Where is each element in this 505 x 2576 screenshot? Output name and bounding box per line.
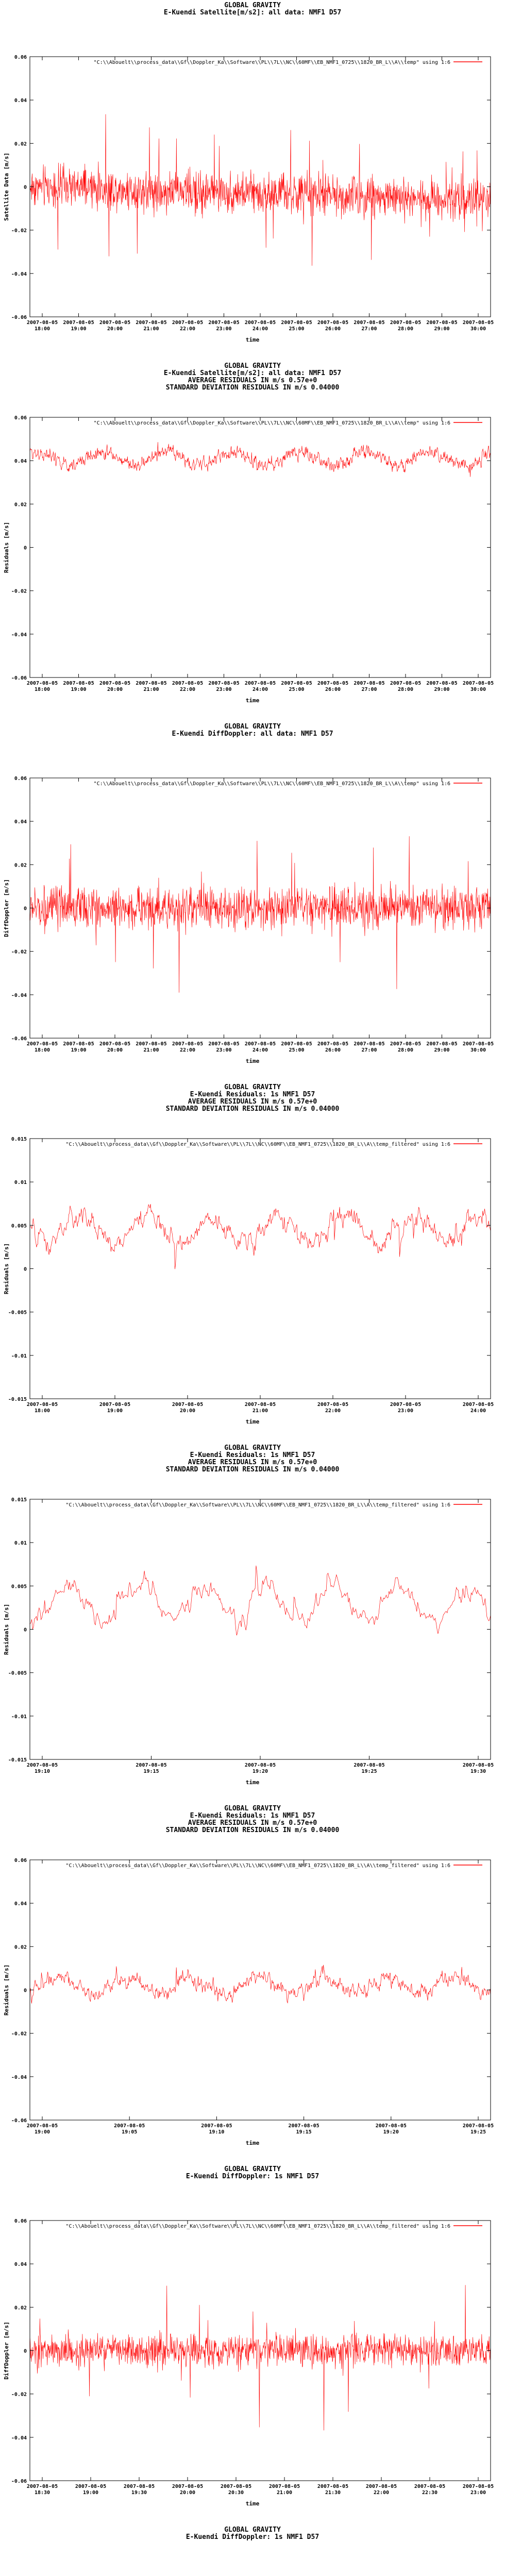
y-tick-label: 0.06 [14, 1858, 27, 1863]
y-axis-label: Residuals [m/s] [3, 1964, 10, 2016]
x-tick-label-date: 2007-08-05 [114, 2123, 145, 2129]
y-tick-label: 0.04 [14, 2262, 27, 2268]
x-tick-label-date: 2007-08-05 [136, 1041, 167, 1047]
x-tick-label-time: 19:30 [470, 1769, 486, 1774]
x-tick-label-date: 2007-08-05 [317, 1402, 349, 1408]
series-line [30, 836, 491, 993]
x-tick-label-time: 24:00 [252, 1047, 268, 1053]
x-tick-label-date: 2007-08-05 [172, 681, 204, 686]
x-tick-label-time: 24:00 [470, 1408, 486, 1414]
x-tick-label-time: 19:15 [296, 2129, 312, 2135]
x-tick-label-time: 18:00 [34, 1047, 50, 1053]
x-tick-label-date: 2007-08-05 [63, 681, 94, 686]
x-tick-label-date: 2007-08-05 [354, 320, 385, 326]
x-tick-label-time: 18:00 [34, 1408, 50, 1414]
chart-panel-8 [3, 2526, 494, 2576]
y-tick-label: 0 [23, 545, 27, 551]
x-tick-label-date: 2007-08-05 [462, 2484, 494, 2489]
y-tick-label: 0.06 [14, 776, 27, 782]
x-tick-label-date: 2007-08-05 [244, 681, 276, 686]
chart-title-line: STANDARD DEVIATION RESIDUALS IN m/s 0.04000 [165, 1466, 340, 1473]
x-tick-label-time: 22:00 [179, 1047, 196, 1053]
x-tick-label-time: 22:00 [179, 326, 196, 332]
y-tick-label: 0.01 [14, 1540, 27, 1547]
x-tick-label-time: 20:00 [179, 1408, 196, 1414]
x-tick-label-date: 2007-08-05 [208, 320, 240, 326]
x-tick-label-time: 24:00 [252, 326, 268, 332]
x-tick-label-date: 2007-08-05 [244, 1041, 276, 1047]
x-tick-label-time: 28:00 [397, 1047, 414, 1053]
x-tick-label-time: 21:30 [325, 2490, 341, 2496]
x-tick-label-time: 30:00 [470, 687, 486, 692]
x-tick-label-time: 19:00 [82, 2490, 99, 2496]
y-tick-label: 0.06 [14, 415, 27, 421]
y-tick-label: 0.04 [14, 459, 27, 465]
x-tick-label-date: 2007-08-05 [75, 2484, 107, 2489]
plot-frame [30, 1860, 491, 2120]
y-tick-label: 0 [23, 906, 27, 912]
y-tick-label: 0.015 [11, 1137, 27, 1142]
y-tick-label: -0.02 [11, 228, 27, 234]
chart-title-line: STANDARD DEVIATION RESIDUALS IN m/s 0.04000 [165, 384, 340, 392]
x-tick-label-date: 2007-08-05 [281, 1041, 312, 1047]
y-tick-label: 0.02 [14, 502, 27, 508]
x-tick-label-date: 2007-08-05 [390, 1041, 422, 1047]
x-tick-label-date: 2007-08-05 [462, 1762, 494, 1768]
chart-title-line: E-Kuendi Residuals: 1s NMF1 D57 [190, 1091, 315, 1098]
x-tick-label-date: 2007-08-05 [281, 681, 312, 686]
x-tick-label-date: 2007-08-05 [244, 1762, 276, 1768]
y-tick-label: 0 [23, 184, 27, 191]
chart-title-line: GLOBAL GRAVITY [224, 1444, 281, 1452]
x-tick-label-date: 2007-08-05 [172, 2484, 204, 2489]
x-tick-label-date: 2007-08-05 [354, 1762, 385, 1768]
x-tick-label-time: 26:00 [325, 1047, 341, 1053]
x-tick-label-date: 2007-08-05 [220, 2484, 252, 2489]
chart-title-line: E-Kuendi DiffDoppler: all data: NMF1 D57 [172, 730, 333, 738]
y-tick-label: -0.015 [8, 1397, 27, 1402]
y-tick-label: -0.06 [11, 2479, 27, 2484]
chart-panel-6 [3, 1805, 494, 2146]
x-tick-label-time: 19:05 [122, 2129, 138, 2135]
x-tick-label-time: 21:00 [143, 1047, 159, 1053]
x-tick-label-time: 21:00 [276, 2490, 293, 2496]
y-tick-label: -0.06 [11, 675, 27, 681]
y-tick-label: -0.005 [8, 1310, 27, 1316]
plot-frame [30, 1139, 491, 1399]
x-tick-label-time: 19:00 [34, 2129, 50, 2135]
x-tick-label-time: 19:00 [71, 1047, 87, 1053]
x-tick-label-date: 2007-08-05 [426, 320, 458, 326]
y-tick-label: -0.06 [11, 315, 27, 320]
y-tick-label: 0.01 [14, 1180, 27, 1186]
y-tick-label: -0.02 [11, 2392, 27, 2398]
y-tick-label: -0.04 [11, 632, 27, 638]
y-tick-label: -0.01 [11, 1714, 27, 1720]
y-tick-label: 0.06 [14, 55, 27, 60]
x-tick-label-date: 2007-08-05 [26, 681, 58, 686]
x-tick-label-date: 2007-08-05 [26, 2123, 58, 2129]
x-tick-label-date: 2007-08-05 [136, 1762, 167, 1768]
x-tick-label-time: 24:00 [252, 687, 268, 692]
x-tick-label-time: 26:00 [325, 687, 341, 692]
y-tick-label: 0 [23, 1266, 27, 1273]
x-tick-label-date: 2007-08-05 [281, 320, 312, 326]
legend-label: "C:\\Abouelt\\process_data\\Gf\\Doppler_Ka\\Software\\PL\\7L\\NC\\60MF\\EB_NMF1_0725\\1820_BR_L\\A\\temp_filtered" using 1:6 [65, 2224, 450, 2229]
x-tick-label-date: 2007-08-05 [354, 1041, 385, 1047]
y-tick-label: 0.04 [14, 819, 27, 825]
x-tick-label-time: 29:00 [434, 1047, 450, 1053]
y-axis-label: Residuals [m/s] [3, 1603, 10, 1655]
x-tick-label-date: 2007-08-05 [288, 2123, 319, 2129]
chart-title-line: GLOBAL GRAVITY [224, 2526, 281, 2534]
y-tick-label: -0.02 [11, 949, 27, 955]
x-tick-label-time: 21:00 [143, 687, 159, 692]
x-tick-label-time: 19:00 [71, 687, 87, 692]
x-tick-label-time: 19:10 [209, 2129, 225, 2135]
x-tick-label-date: 2007-08-05 [390, 681, 422, 686]
x-tick-label-date: 2007-08-05 [462, 681, 494, 686]
x-tick-label-date: 2007-08-05 [172, 320, 204, 326]
x-axis-label: time [245, 1058, 260, 1064]
x-tick-label-date: 2007-08-05 [462, 2123, 494, 2129]
y-axis-label: DiffDoppler [m/s] [3, 879, 10, 937]
y-tick-label: 0.02 [14, 141, 27, 147]
x-tick-label-date: 2007-08-05 [317, 1041, 349, 1047]
chart-title-line: E-Kuendi DiffDoppler: 1s NMF1 D57 [186, 2533, 319, 2541]
x-tick-label-time: 22:30 [422, 2490, 438, 2496]
x-tick-label-time: 23:00 [397, 1408, 414, 1414]
chart-panel-7 [3, 2165, 494, 2507]
y-tick-label: 0.04 [14, 98, 27, 104]
x-tick-label-date: 2007-08-05 [414, 2484, 446, 2489]
y-tick-label: -0.005 [8, 1670, 27, 1676]
x-tick-label-date: 2007-08-05 [99, 1041, 131, 1047]
x-tick-label-time: 30:00 [470, 326, 486, 332]
x-tick-label-date: 2007-08-05 [99, 681, 131, 686]
y-tick-label: 0.02 [14, 2305, 27, 2311]
chart-panel-5 [3, 1444, 494, 1786]
y-tick-label: 0.005 [11, 1223, 27, 1229]
x-tick-label-date: 2007-08-05 [136, 320, 167, 326]
y-tick-label: 0 [23, 2348, 27, 2354]
x-tick-label-date: 2007-08-05 [172, 1402, 204, 1408]
x-axis-label: time [245, 336, 260, 343]
chart-title-line: AVERAGE RESIDUALS IN m/s 0.57e+0 [188, 1459, 317, 1466]
x-tick-label-time: 27:00 [361, 326, 377, 332]
x-axis-label: time [245, 1779, 260, 1786]
series-line [30, 1566, 491, 1635]
legend-label: "C:\\Abouelt\\process_data\\Gf\\Doppler_Ka\\Software\\PL\\7L\\NC\\60MF\\EB_NMF1_0725\\1820_BR_L\\A\\temp_filtered" using 1:6 [65, 1142, 450, 1147]
x-tick-label-date: 2007-08-05 [390, 1402, 422, 1408]
y-tick-label: 0 [23, 1988, 27, 1994]
x-tick-label-date: 2007-08-05 [136, 681, 167, 686]
x-tick-label-time: 23:00 [216, 1047, 232, 1053]
x-tick-label-time: 29:00 [434, 687, 450, 692]
x-tick-label-date: 2007-08-05 [390, 320, 422, 326]
series-line [30, 1965, 491, 2004]
legend-label: "C:\\Abouelt\\process_data\\Gf\\Doppler_Ka\\Software\\PL\\7L\\NC\\60MF\\EB_NMF1_0725\\1820_BR_L\\A\\temp_filtered" using 1:6 [65, 1502, 450, 1508]
x-tick-label-date: 2007-08-05 [99, 320, 131, 326]
chart-panel-3 [3, 723, 494, 1064]
x-tick-label-time: 20:00 [107, 1047, 123, 1053]
x-tick-label-time: 28:00 [397, 326, 414, 332]
series-line [30, 114, 491, 266]
x-tick-label-date: 2007-08-05 [317, 320, 349, 326]
y-axis-label: Residuals [m/s] [3, 521, 10, 573]
series-line [30, 2285, 491, 2430]
x-tick-label-time: 25:00 [289, 687, 305, 692]
x-tick-label-time: 19:15 [143, 1769, 159, 1774]
legend-label: "C:\\Abouelt\\process_data\\Gf\\Doppler_Ka\\Software\\PL\\7L\\NC\\60MF\\EB_NMF1_0725\\1820_BR_L\\A\\temp_filtered" using 1:6 [65, 1863, 450, 1869]
x-tick-label-time: 18:00 [34, 687, 50, 692]
x-tick-label-date: 2007-08-05 [208, 681, 240, 686]
y-tick-label: -0.06 [11, 2118, 27, 2124]
legend-label: "C:\\Abouelt\\process_data\\Gf\\Doppler_Ka\\Software\\PL\\7L\\NC\\60MF\\EB_NMF1_0725\\1820_BR_L\\A\\temp" using 1:6 [93, 60, 450, 65]
chart-title-line: E-Kuendi Residuals: 1s NMF1 D57 [190, 1451, 315, 1459]
legend-label: "C:\\Abouelt\\process_data\\Gf\\Doppler_Ka\\Software\\PL\\7L\\NC\\60MF\\EB_NMF1_0725\\1820_BR_L\\A\\temp" using 1:6 [93, 420, 450, 426]
x-tick-label-time: 20:00 [107, 326, 123, 332]
x-tick-label-time: 23:00 [470, 2490, 486, 2496]
x-tick-label-time: 20:00 [107, 687, 123, 692]
y-tick-label: 0.015 [11, 1497, 27, 1503]
y-tick-label: -0.02 [11, 588, 27, 595]
y-tick-label: 0 [23, 1627, 27, 1633]
x-tick-label-date: 2007-08-05 [365, 2484, 397, 2489]
x-tick-label-time: 23:00 [216, 326, 232, 332]
x-tick-label-time: 25:00 [289, 326, 305, 332]
legend-label: "C:\\Abouelt\\process_data\\Gf\\Doppler_Ka\\Software\\PL\\7L\\NC\\60MF\\EB_NMF1_0725\\1820_BR_L\\A\\temp" using 1:6 [93, 781, 450, 787]
series-line [30, 1204, 491, 1269]
x-tick-label-date: 2007-08-05 [26, 1041, 58, 1047]
x-tick-label-date: 2007-08-05 [123, 2484, 155, 2489]
chart-title-line: STANDARD DEVIATION RESIDUALS IN m/s 0.04000 [165, 1105, 340, 1113]
x-tick-label-date: 2007-08-05 [426, 1041, 458, 1047]
chart-title-line: AVERAGE RESIDUALS IN m/s 0.57e+0 [188, 1098, 317, 1106]
chart-title-line: E-Kuendi Satellite[m/s2]: all data: NMF1 D57 [163, 9, 342, 16]
x-tick-label-date: 2007-08-05 [462, 1402, 494, 1408]
x-tick-label-date: 2007-08-05 [26, 1762, 58, 1768]
x-tick-label-date: 2007-08-05 [63, 1041, 94, 1047]
x-tick-label-date: 2007-08-05 [354, 681, 385, 686]
plot-frame [30, 1499, 491, 1759]
y-tick-label: -0.04 [11, 2435, 27, 2441]
series-line [30, 442, 491, 477]
x-tick-label-time: 19:25 [361, 1769, 377, 1774]
x-tick-label-time: 22:00 [325, 1408, 341, 1414]
y-tick-label: 0.06 [14, 2218, 27, 2224]
y-tick-label: -0.015 [8, 1757, 27, 1763]
x-tick-label-time: 27:00 [361, 1047, 377, 1053]
x-tick-label-date: 2007-08-05 [26, 2484, 58, 2489]
x-axis-label: time [245, 1418, 260, 1425]
x-axis-label: time [245, 2140, 260, 2146]
x-axis-label: time [245, 2500, 260, 2507]
y-tick-label: -0.04 [11, 271, 27, 277]
y-tick-label: -0.04 [11, 992, 27, 998]
y-tick-label: -0.02 [11, 2031, 27, 2037]
x-tick-label-time: 27:00 [361, 687, 377, 692]
y-tick-label: 0.005 [11, 1584, 27, 1590]
x-tick-label-date: 2007-08-05 [317, 681, 349, 686]
x-tick-label-time: 30:00 [470, 1047, 486, 1053]
chart-panel-2 [3, 362, 494, 704]
y-axis-label: Satellite Data [m/s] [3, 152, 10, 221]
y-axis-label: Residuals [m/s] [3, 1243, 10, 1295]
x-tick-label-date: 2007-08-05 [317, 2484, 349, 2489]
x-tick-label-time: 29:00 [434, 326, 450, 332]
x-tick-label-date: 2007-08-05 [426, 681, 458, 686]
x-tick-label-time: 22:00 [373, 2490, 390, 2496]
x-tick-label-date: 2007-08-05 [26, 320, 58, 326]
x-tick-label-time: 26:00 [325, 326, 341, 332]
x-tick-label-date: 2007-08-05 [268, 2484, 300, 2489]
x-tick-label-date: 2007-08-05 [201, 2123, 232, 2129]
x-tick-label-date: 2007-08-05 [375, 2123, 407, 2129]
chart-panel-1 [3, 2, 494, 343]
x-tick-label-time: 19:20 [252, 1769, 268, 1774]
x-tick-label-time: 22:00 [179, 687, 196, 692]
y-tick-label: -0.04 [11, 2074, 27, 2080]
chart-title-line: GLOBAL GRAVITY [224, 1083, 281, 1091]
x-tick-label-time: 28:00 [397, 687, 414, 692]
x-tick-label-time: 23:00 [216, 687, 232, 692]
x-tick-label-time: 19:25 [470, 2129, 486, 2135]
x-tick-label-date: 2007-08-05 [462, 320, 494, 326]
x-tick-label-date: 2007-08-05 [26, 1402, 58, 1408]
chart-title-line: GLOBAL GRAVITY [224, 362, 281, 370]
chart-title-line: E-Kuendi DiffDoppler: 1s NMF1 D57 [186, 2173, 319, 2180]
chart-panel-4 [3, 1083, 494, 1425]
chart-title-line: GLOBAL GRAVITY [224, 2, 281, 9]
x-tick-label-date: 2007-08-05 [462, 1041, 494, 1047]
chart-title-line: GLOBAL GRAVITY [224, 2165, 281, 2173]
x-tick-label-time: 19:20 [383, 2129, 399, 2135]
chart-title-line: STANDARD DEVIATION RESIDUALS IN m/s 0.04000 [165, 1826, 340, 1834]
plot-frame [30, 417, 491, 677]
x-axis-label: time [245, 697, 260, 704]
x-tick-label-time: 19:10 [34, 1769, 50, 1774]
y-axis-label: DiffDoppler [m/s] [3, 2321, 10, 2380]
x-tick-label-date: 2007-08-05 [208, 1041, 240, 1047]
y-tick-label: 0.02 [14, 1944, 27, 1951]
x-tick-label-date: 2007-08-05 [244, 320, 276, 326]
x-tick-label-time: 20:00 [179, 2490, 196, 2496]
x-tick-label-date: 2007-08-05 [172, 1041, 204, 1047]
chart-title-line: AVERAGE RESIDUALS IN m/s 0.57e+0 [188, 1819, 317, 1827]
x-tick-label-time: 18:00 [34, 326, 50, 332]
x-tick-label-time: 21:00 [252, 1408, 268, 1414]
x-tick-label-date: 2007-08-05 [63, 320, 94, 326]
x-tick-label-time: 19:30 [131, 2490, 147, 2496]
y-tick-label: 0.02 [14, 862, 27, 869]
x-tick-label-time: 21:00 [143, 326, 159, 332]
x-tick-label-time: 19:00 [71, 326, 87, 332]
x-tick-label-time: 20:30 [228, 2490, 244, 2496]
x-tick-label-time: 25:00 [289, 1047, 305, 1053]
x-tick-label-date: 2007-08-05 [244, 1402, 276, 1408]
y-tick-label: 0.04 [14, 1901, 27, 1907]
chart-title-line: GLOBAL GRAVITY [224, 1805, 281, 1812]
x-tick-label-time: 18:30 [34, 2490, 50, 2496]
chart-title-line: GLOBAL GRAVITY [224, 723, 281, 731]
y-tick-label: -0.06 [11, 1036, 27, 1042]
y-tick-label: -0.01 [11, 1353, 27, 1359]
chart-title-line: AVERAGE RESIDUALS IN m/s 0.57e+0 [188, 377, 317, 384]
x-tick-label-time: 19:00 [107, 1408, 123, 1414]
x-tick-label-date: 2007-08-05 [99, 1402, 131, 1408]
chart-title-line: E-Kuendi Residuals: 1s NMF1 D57 [190, 1812, 315, 1820]
chart-title-line: E-Kuendi Satellite[m/s2]: all data: NMF1 D57 [163, 369, 342, 377]
